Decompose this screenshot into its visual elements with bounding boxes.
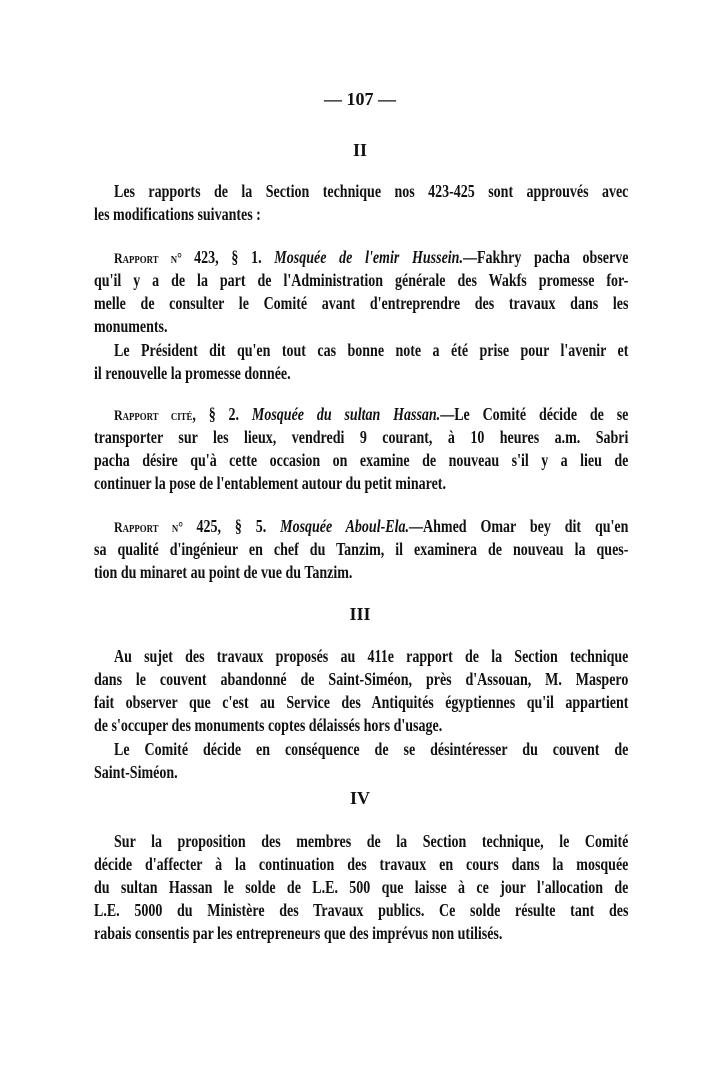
text-line <box>94 449 628 472</box>
text-run: fait observer que c'est au Service des Antiquités égyptiennes qu'il appartient <box>94 692 629 712</box>
text-run: tion du minaret au point de vue du Tanzim. <box>94 562 353 582</box>
italic-title: Mosquée de l'emir Hussein. <box>274 247 463 267</box>
text-line <box>94 668 628 691</box>
text-run: Les rapports de la Section technique nos 423-425 sont approuvés avec <box>114 181 629 201</box>
text-run: Sur la proposition des membres de la Section technique, le Comité <box>114 831 629 851</box>
text-run: —Le Comité décide de se <box>440 404 629 424</box>
text-line <box>114 515 628 538</box>
text-line <box>94 876 628 899</box>
text-run: pacha désire qu'à cette occasion on examine de nouveau s'il y a lieu de <box>94 450 629 470</box>
text-line <box>94 292 628 315</box>
text-line <box>114 738 628 761</box>
section-heading: III <box>349 604 371 624</box>
text-line <box>114 645 628 668</box>
text-line <box>94 691 628 714</box>
text-line <box>114 830 628 853</box>
text-run: , § 2. <box>192 404 252 424</box>
text-run: —Ahmed Omar bey dit qu'en <box>409 516 629 536</box>
text-run: du sultan Hassan le solde de L.E. 500 que laisse à ce jour l'allocation de <box>94 877 629 897</box>
text-run: il renouvelle la promesse donnée. <box>94 363 291 383</box>
text-run: 425, § 5. <box>196 516 281 536</box>
text-run: melle de consulter le Comité avant d'entreprendre des travaux dans les <box>94 293 629 313</box>
italic-title: Mosquée du sultan Hassan. <box>251 404 441 424</box>
text-run: continuer la pose de l'entablement autour du petit minaret. <box>94 473 446 493</box>
text-run: les modifications suivantes : <box>94 204 261 224</box>
text-run: 423, § 1. <box>194 247 275 267</box>
text-line <box>94 899 628 922</box>
text-line <box>114 246 628 269</box>
italic-title: Mosquée Aboul-Ela. <box>280 516 410 536</box>
section-heading: IV <box>349 788 370 808</box>
text-run: Le Président dit qu'en tout cas bonne note a été prise pour l'avenir et <box>114 340 629 360</box>
text-line <box>94 714 628 737</box>
text-line <box>94 922 628 945</box>
text-run: sa qualité d'ingénieur en chef du Tanzim, il examinera de nouveau la ques- <box>94 539 629 559</box>
text-run: transporter sur les lieux, vendredi 9 courant, à 10 heures a.m. Sabri <box>94 427 629 447</box>
text-run: rabais consentis par les entrepreneurs que des imprévus non utilisés. <box>94 923 503 943</box>
text-line <box>94 362 628 385</box>
section-heading: II <box>352 140 367 160</box>
report-label: Rapport n° <box>114 520 197 536</box>
text-run: qu'il y a de la part de l'Administration générale des Wakfs promesse for- <box>94 270 629 290</box>
text-line <box>94 315 628 338</box>
text-line <box>94 472 628 495</box>
text-run: décide d'affecter à la continuation des travaux en cours dans la mosquée <box>94 854 629 874</box>
text-run: Le Comité décide en conséquence de se désintéresser du couvent de <box>114 739 629 759</box>
text-line <box>94 761 628 784</box>
text-line <box>114 339 628 362</box>
report-label: Rapport n° <box>114 251 195 267</box>
text-line <box>114 180 628 203</box>
text-run: dans le couvent abandonné de Saint-Siméon, près d'Assouan, M. Maspero <box>94 669 629 689</box>
text-run: L.E. 5000 du Ministère des Travaux publics. Ce solde résulte tant des <box>94 900 629 920</box>
text-run: —Fakhry pacha observe <box>462 247 629 267</box>
text-run: Au sujet des travaux proposés au 411e rapport de la Section technique <box>114 646 629 666</box>
text-line <box>94 269 628 292</box>
text-run: de s'occuper des monuments coptes délaissés hors d'usage. <box>94 715 443 735</box>
text-line <box>94 561 628 584</box>
text-line <box>94 538 628 561</box>
text-line <box>94 203 628 226</box>
text-line <box>114 403 628 426</box>
page-number: — 107 — <box>324 89 396 109</box>
report-label: Rapport cité <box>114 408 193 424</box>
text-run: monuments. <box>94 316 168 336</box>
text-line <box>94 426 628 449</box>
text-run: Saint-Siméon. <box>94 762 178 782</box>
text-line <box>94 853 628 876</box>
